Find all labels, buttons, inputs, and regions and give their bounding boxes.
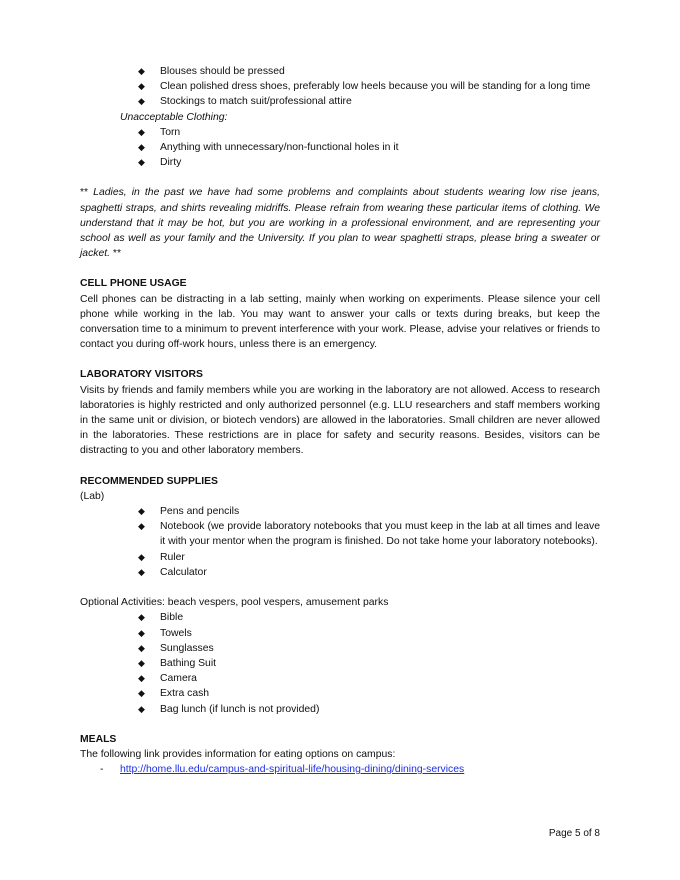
list-item: ◆ Camera xyxy=(80,671,600,686)
diamond-bullet-icon: ◆ xyxy=(138,657,145,668)
meals-link-line xyxy=(80,762,600,777)
optional-supplies-list xyxy=(80,610,600,716)
acceptable-attire-list xyxy=(80,64,600,110)
dining-services-link[interactable]: http://home.llu.edu/campus-and-spiritual-life/housing-dining/dining-services xyxy=(120,764,465,776)
list-item: ◆ Notebook (we provide laboratory notebooks that you must keep in the lab at all times and leave it with your mentor when the program is finished. Do not take home your laboratory notebooks). xyxy=(138,521,600,548)
diamond-bullet-icon: ◆ xyxy=(138,66,145,76)
diamond-bullet-icon: ◆ xyxy=(138,521,145,532)
diamond-bullet-icon: ◆ xyxy=(138,627,145,638)
diamond-bullet-icon: ◆ xyxy=(138,81,145,92)
list-item: ◆ Calculator xyxy=(80,565,600,580)
recommended-supplies-heading: RECOMMENDED SUPPLIES xyxy=(80,475,218,487)
diamond-bullet-icon: ◆ xyxy=(138,612,145,623)
list-item: ◆ Bathing Suit xyxy=(80,656,600,671)
cell-phone-body: Cell phones can be distracting in a lab setting, mainly when working on experiments. Please silence your cell phone while working in the lab. You may want to answer your calls or texts during breaks, but keep the conversation time to a minimum to prevent interference with your work. Please, advise your relatives or friends to contact you during off-work hours, unless there is an emergency. xyxy=(80,293,600,351)
diamond-bullet-icon: ◆ xyxy=(138,642,145,653)
document-page xyxy=(80,64,600,777)
meals-heading: MEALS xyxy=(80,733,117,745)
list-item: ◆ Towels xyxy=(80,626,600,641)
page-number: Page 5 of 8 xyxy=(548,828,600,839)
diamond-bullet-icon: ◆ xyxy=(138,506,145,517)
lab-visitors-body: Visits by friends and family members while you are working in the laboratory are not allowed. Access to research laboratories is highly restricted and only authorized personnel (e.g. LLU researchers and staff members working in the same unit or division, or biotech vendors) are allowed in the laboratories. Small children are never allowed in the laboratories. These restrictions are in place for safety and security reasons. Besides, visitors can be distracting to you and other laboratory members. xyxy=(80,384,600,457)
lab-supplies-list xyxy=(80,504,600,580)
diamond-bullet-icon: ◆ xyxy=(138,551,145,562)
list-item: ◆ Bible xyxy=(80,610,600,625)
list-item: ◆ Dirty xyxy=(80,155,600,170)
diamond-bullet-icon: ◆ xyxy=(138,126,145,137)
list-item: ◆ Stockings to match suit/professional attire xyxy=(80,94,600,109)
list-item: ◆ Blouses should be pressed xyxy=(80,64,600,79)
list-item: ◆ Bag lunch (if lunch is not provided) xyxy=(80,702,600,717)
list-item: ◆ Ruler xyxy=(80,550,600,565)
diamond-bullet-icon: ◆ xyxy=(138,157,145,168)
list-item: ◆ Extra cash xyxy=(80,686,600,701)
list-item: ◆ Torn xyxy=(80,125,600,140)
optional-activities-label: Optional Activities: beach vespers, pool vespers, amusement parks xyxy=(80,597,389,609)
list-item: ◆ Anything with unnecessary/non-functional holes in it xyxy=(80,140,600,155)
diamond-bullet-icon: ◆ xyxy=(138,142,145,153)
diamond-bullet-icon: ◆ xyxy=(138,566,145,577)
lab-visitors-heading: LABORATORY VISITORS xyxy=(80,369,203,381)
ladies-note: ** Ladies, in the past we have had some problems and complaints about students wearing low rise jeans, spaghetti straps, and shirts revealing midriffs. Please refrain from wearing these particular items of clothing. We understand that it may be hot, but you are working in a professional environment, and are representing your school as well as your family and the University. If you plan to wear spaghetti straps, please bring a sweater or jacket. ** xyxy=(80,187,600,260)
diamond-bullet-icon: ◆ xyxy=(138,96,145,107)
cell-phone-heading: CELL PHONE USAGE xyxy=(80,278,187,290)
list-item: ◆ Pens and pencils xyxy=(80,504,600,519)
list-item: ◆ Clean polished dress shoes, preferably low heels because you will be standing for a long time xyxy=(80,79,600,94)
diamond-bullet-icon: ◆ xyxy=(138,688,145,699)
list-item: ◆ Sunglasses xyxy=(80,641,600,656)
meals-intro: The following link provides information for eating options on campus: xyxy=(80,748,396,760)
unacceptable-clothing-label: Unacceptable Clothing: xyxy=(120,111,228,123)
diamond-bullet-icon: ◆ xyxy=(138,673,145,684)
unacceptable-attire-list xyxy=(80,125,600,171)
diamond-bullet-icon: ◆ xyxy=(138,703,145,714)
lab-supplies-label: (Lab) xyxy=(80,490,105,502)
dash-bullet: - xyxy=(100,764,104,776)
